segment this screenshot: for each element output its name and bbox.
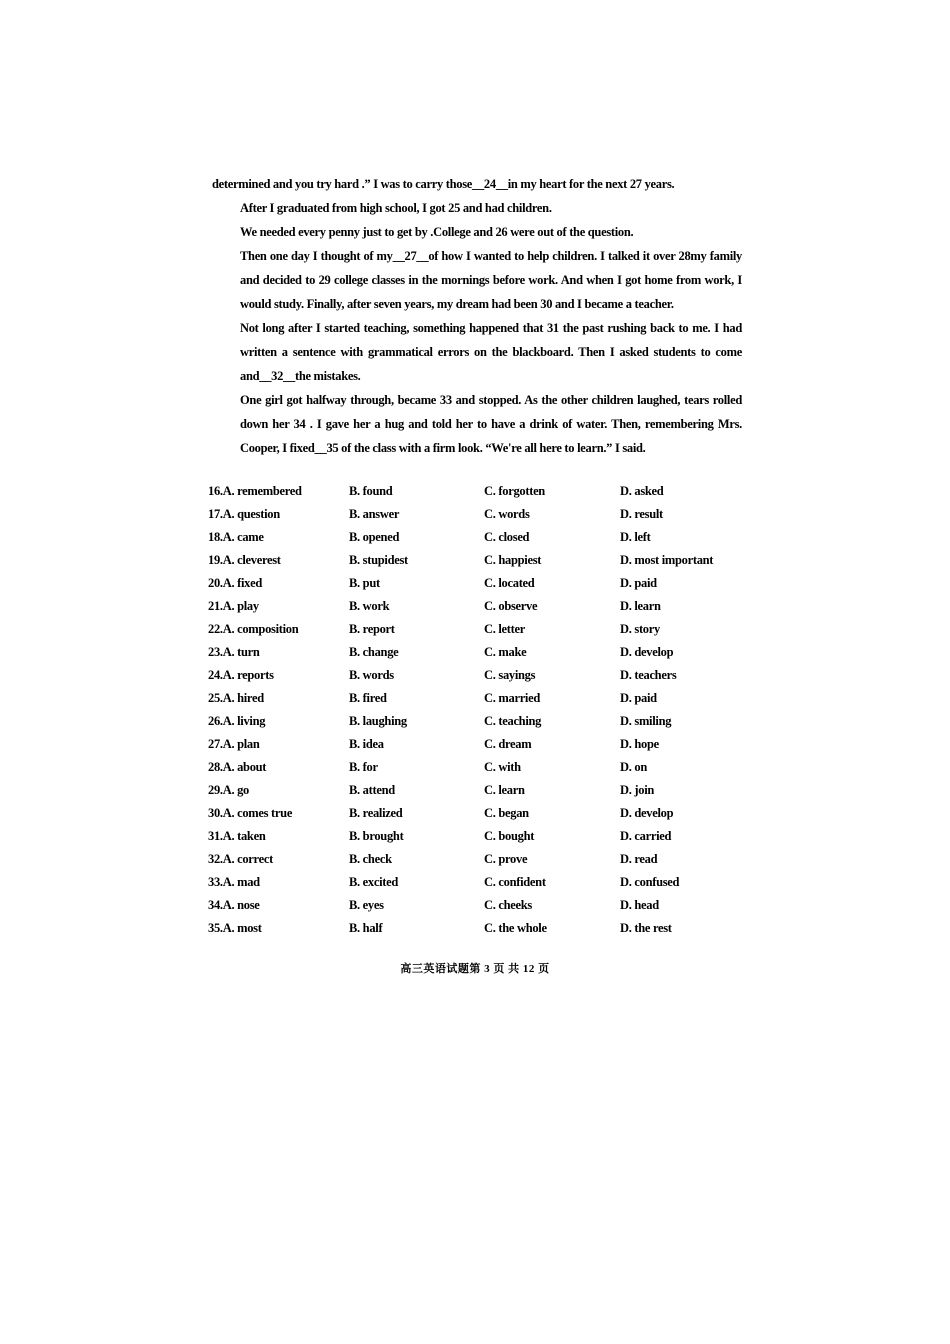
option-row	[208, 480, 748, 503]
option-c: C. learn	[484, 783, 525, 797]
option-a: 31.A. taken	[208, 829, 266, 843]
passage-paragraph-2: After I graduated from high school, I got 25 and had children.	[240, 201, 552, 215]
option-row	[208, 549, 748, 572]
option-d: D. paid	[620, 576, 657, 590]
option-d: D. develop	[620, 806, 674, 820]
option-d: D. teachers	[620, 668, 677, 682]
passage-paragraph-6: One girl got halfway through, became 33 and stopped. As the other children laughed, tears rolled down her 34 . I gave her a hug and told her to have a drink of water. Then, remembering Mrs. Cooper, I fixed__35 of the class with a firm look. “We're all here to learn.” I said.	[240, 393, 742, 455]
option-a: 16.A. remembered	[208, 484, 302, 498]
option-row	[208, 894, 748, 917]
option-b: B. idea	[349, 737, 384, 751]
option-c: C. forgotten	[484, 484, 545, 498]
option-b: B. found	[349, 484, 393, 498]
option-b: B. work	[349, 599, 390, 613]
option-row	[208, 733, 748, 756]
option-d: D. read	[620, 852, 658, 866]
option-c: C. with	[484, 760, 521, 774]
option-b: B. opened	[349, 530, 400, 544]
option-d: D. story	[620, 622, 660, 636]
options-table	[208, 480, 748, 940]
option-c: C. prove	[484, 852, 528, 866]
option-b: B. attend	[349, 783, 395, 797]
option-b: B. realized	[349, 806, 403, 820]
option-a: 23.A. turn	[208, 645, 260, 659]
option-b: B. eyes	[349, 898, 384, 912]
option-d: D. paid	[620, 691, 657, 705]
option-a: 32.A. correct	[208, 852, 273, 866]
passage-line-1: determined and you try hard .” I was to carry those__24__in my heart for the next 27 years.	[212, 177, 675, 191]
option-row	[208, 572, 748, 595]
option-c: C. closed	[484, 530, 530, 544]
option-d: D. confused	[620, 875, 680, 889]
option-a: 24.A. reports	[208, 668, 274, 682]
option-row	[208, 871, 748, 894]
option-b: B. words	[349, 668, 394, 682]
option-a: 34.A. nose	[208, 898, 260, 912]
option-d: D. most important	[620, 553, 714, 567]
option-d: D. join	[620, 783, 655, 797]
option-b: B. brought	[349, 829, 404, 843]
option-c: C. located	[484, 576, 535, 590]
option-row	[208, 526, 748, 549]
option-b: B. stupidest	[349, 553, 408, 567]
option-row	[208, 779, 748, 802]
option-a: 17.A. question	[208, 507, 280, 521]
option-row	[208, 802, 748, 825]
option-d: D. on	[620, 760, 647, 774]
option-row	[208, 825, 748, 848]
option-d: D. left	[620, 530, 651, 544]
option-c: C. cheeks	[484, 898, 532, 912]
option-c: C. observe	[484, 599, 538, 613]
option-c: C. words	[484, 507, 530, 521]
passage-paragraph-4: Then one day I thought of my__27__of how I wanted to help children. I talked it over 28my family and decided to 29 college classes in the mornings before work. And when I got home from work, I would study. Finally, after seven years, my dream had been 30 and I became a teacher.	[240, 249, 742, 311]
option-a: 19.A. cleverest	[208, 553, 281, 567]
option-a: 25.A. hired	[208, 691, 264, 705]
option-a: 18.A. came	[208, 530, 264, 544]
option-row	[208, 618, 748, 641]
option-d: D. carried	[620, 829, 672, 843]
option-b: B. check	[349, 852, 392, 866]
option-a: 29.A. go	[208, 783, 250, 797]
option-row	[208, 710, 748, 733]
option-c: C. make	[484, 645, 527, 659]
option-a: 21.A. play	[208, 599, 259, 613]
option-a: 33.A. mad	[208, 875, 260, 889]
option-a: 35.A. most	[208, 921, 262, 935]
option-c: C. bought	[484, 829, 535, 843]
option-c: C. married	[484, 691, 541, 705]
option-c: C. teaching	[484, 714, 542, 728]
option-a: 22.A. composition	[208, 622, 299, 636]
option-a: 27.A. plan	[208, 737, 260, 751]
option-row	[208, 756, 748, 779]
option-c: C. confident	[484, 875, 546, 889]
option-b: B. answer	[349, 507, 400, 521]
option-b: B. put	[349, 576, 380, 590]
option-b: B. excited	[349, 875, 399, 889]
option-c: C. dream	[484, 737, 532, 751]
option-d: D. smiling	[620, 714, 672, 728]
passage-paragraph-3: We needed every penny just to get by .College and 26 were out of the question.	[240, 225, 634, 239]
option-d: D. result	[620, 507, 663, 521]
option-a: 20.A. fixed	[208, 576, 262, 590]
option-b: B. fired	[349, 691, 387, 705]
option-b: B. laughing	[349, 714, 407, 728]
option-row	[208, 917, 748, 940]
option-d: D. hope	[620, 737, 659, 751]
option-b: B. report	[349, 622, 395, 636]
option-d: D. learn	[620, 599, 661, 613]
passage-paragraph-5: Not long after I started teaching, something happened that 31 the past rushing back to me. I had written a sentence with grammatical errors on the blackboard. Then I asked students to come and__32__the mistakes.	[240, 321, 742, 383]
option-a: 26.A. living	[208, 714, 266, 728]
passage	[212, 172, 742, 460]
option-c: C. sayings	[484, 668, 536, 682]
option-row	[208, 595, 748, 618]
option-d: D. head	[620, 898, 659, 912]
option-row	[208, 848, 748, 871]
option-c: C. letter	[484, 622, 526, 636]
option-c: C. began	[484, 806, 529, 820]
option-d: D. develop	[620, 645, 674, 659]
option-row	[208, 641, 748, 664]
option-row	[208, 664, 748, 687]
option-b: B. change	[349, 645, 399, 659]
option-c: C. happiest	[484, 553, 542, 567]
page-footer: 高三英语试题第 3 页 共 12 页	[400, 963, 550, 975]
option-row	[208, 503, 748, 526]
option-d: D. asked	[620, 484, 664, 498]
option-row	[208, 687, 748, 710]
option-d: D. the rest	[620, 921, 672, 935]
option-a: 28.A. about	[208, 760, 267, 774]
option-b: B. for	[349, 760, 378, 774]
option-c: C. the whole	[484, 921, 547, 935]
option-a: 30.A. comes true	[208, 806, 293, 820]
option-b: B. half	[349, 921, 383, 935]
